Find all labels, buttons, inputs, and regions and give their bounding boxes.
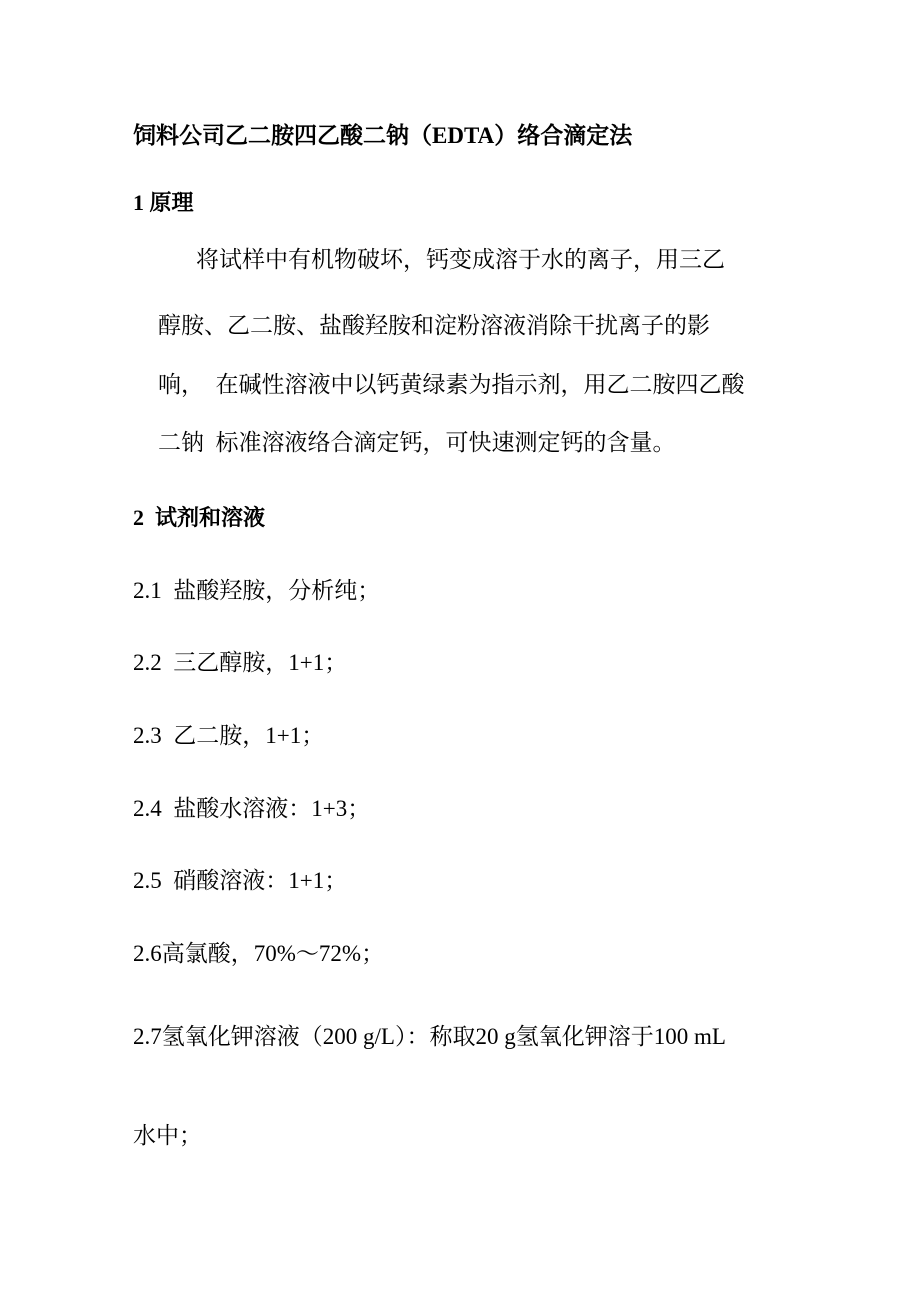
reagent-number: 2.4 bbox=[133, 796, 162, 821]
reagent-number: 2.3 bbox=[133, 723, 162, 748]
reagent-text: 三乙醇胺，1+1； bbox=[161, 650, 348, 675]
reagent-item bbox=[133, 794, 370, 824]
reagent-text: 盐酸水溶液：1+3； bbox=[161, 796, 371, 821]
principle-line-1: 将试样中有机物破坏，钙变成溶于水的离子，用三乙 bbox=[196, 247, 725, 272]
reagent-text: 氢氧化钾溶液（200 g/L）：称取20 g氢氧化钾溶于100 mL bbox=[161, 1024, 726, 1049]
document-title: 饲料公司乙二胺四乙酸二钠（EDTA）络合滴定法 bbox=[133, 123, 633, 148]
reagent-item bbox=[133, 1022, 726, 1052]
reagent-item bbox=[133, 648, 347, 678]
reagent-text: 硝酸溶液：1+1； bbox=[161, 868, 348, 893]
reagent-continuation: 水中； bbox=[133, 1123, 202, 1148]
reagent-item bbox=[133, 721, 324, 751]
reagent-number: 2.1 bbox=[133, 578, 162, 603]
reagent-item bbox=[133, 939, 384, 969]
reagent-text: 盐酸羟胺，分析纯； bbox=[161, 578, 381, 603]
principle-line-3: 响， 在碱性溶液中以钙黄绿素为指示剂，用乙二胺四乙酸 bbox=[158, 372, 745, 397]
principle-line-2: 醇胺、乙二胺、盐酸羟胺和淀粉溶液消除干扰离子的影 bbox=[158, 313, 710, 338]
section-2-heading: 2 试剂和溶液 bbox=[133, 505, 266, 530]
reagent-number: 2.2 bbox=[133, 650, 162, 675]
reagent-number: 2.7 bbox=[133, 1024, 162, 1049]
reagent-text: 乙二胺，1+1； bbox=[161, 723, 325, 748]
section-1-heading: 1 原理 bbox=[133, 190, 194, 215]
reagent-number: 2.5 bbox=[133, 868, 162, 893]
reagent-number: 2.6 bbox=[133, 941, 162, 966]
reagent-item bbox=[133, 866, 347, 896]
reagent-item bbox=[133, 576, 380, 606]
reagent-text: 高氯酸，70%〜72%； bbox=[161, 941, 385, 966]
principle-line-4: 二钠 标准溶液络合滴定钙，可快速测定钙的含量。 bbox=[158, 430, 676, 455]
